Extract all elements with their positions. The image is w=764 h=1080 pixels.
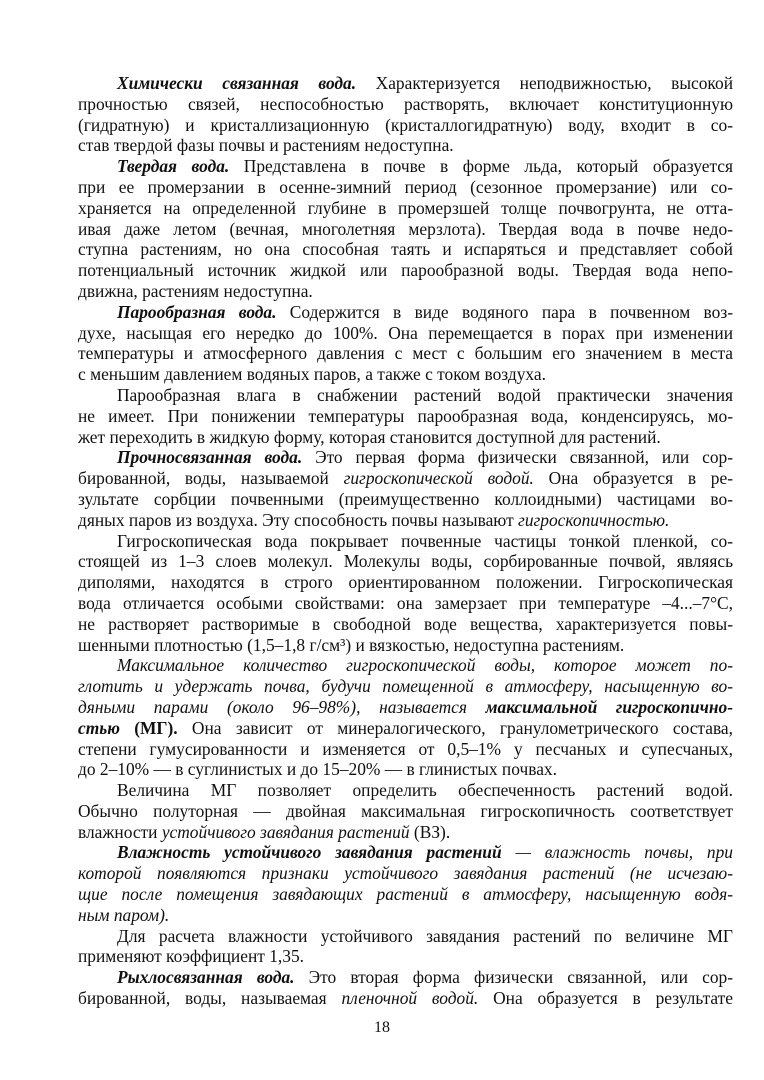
text-line xyxy=(78,510,733,531)
text-run: степени гумусированности и изменяется от 0,5–1% у песчаных и супесчаных, xyxy=(78,738,733,759)
text-run: с меньшим давлением водяных паров, а также с током воздуха. xyxy=(78,364,546,385)
text-line xyxy=(78,967,733,988)
text-run: диполями, находятся в строго ориентированном положении. Гигроскопическая xyxy=(78,572,733,593)
text-run: Гигроскопическая вода покрывает почвенные частицы тонкой пленкой, со- xyxy=(117,530,733,551)
text-run: шенными плотностью (1,5–1,8 г/см³) и вязкостью, недоступна растениям. xyxy=(78,634,625,655)
text-line xyxy=(78,489,733,510)
term-heading: максимальной гигроскопично- xyxy=(485,696,733,717)
italic-text: Максимальное количество гигроскопической воды, которое может по- xyxy=(117,655,733,676)
text-line xyxy=(78,842,733,863)
paragraph xyxy=(78,447,733,530)
paragraph xyxy=(78,842,733,925)
text-line xyxy=(78,884,733,905)
paragraph xyxy=(78,302,733,385)
term-heading: Прочносвязанная вода. xyxy=(117,447,303,468)
text-run: Содержится в виде водяного пара в почвенном воз- xyxy=(276,301,734,322)
text-run: духе, насыщая его нередко до 100%. Она перемещается в порах при изменении xyxy=(78,322,733,343)
text-line xyxy=(78,946,733,967)
text-line xyxy=(78,406,733,427)
text-line xyxy=(78,364,733,385)
text-run: Величина МГ позволяет определить обеспеченность растений водой. xyxy=(117,780,733,801)
text-line xyxy=(78,739,733,760)
text-line xyxy=(78,427,733,448)
text-line xyxy=(78,905,733,926)
text-run: дяных паров из воздуха. Эту способность почвы называют xyxy=(78,509,519,530)
text-line xyxy=(78,115,733,136)
text-line xyxy=(78,655,733,676)
term-heading: Твердая вода. xyxy=(117,156,230,177)
text-line xyxy=(78,385,733,406)
paragraph xyxy=(78,531,733,656)
text-line xyxy=(78,260,733,281)
text-run: применяют коэффициент 1,35. xyxy=(78,946,304,967)
term-heading: Парообразная вода. xyxy=(117,301,277,322)
italic-text: гигроскопической водой. xyxy=(343,468,534,489)
paragraph xyxy=(78,156,733,302)
text-run: прочностью связей, неспособностью растворять, включает конституционную xyxy=(78,93,733,114)
text-run: не имеет. При понижении температуры парообразная вода, конденсируясь, мо- xyxy=(78,405,733,426)
text-run: потенциальный источник жидкой или парообразной воды. Твердая вода непо- xyxy=(78,260,733,281)
text-run: не растворяет растворимые в свободной воде вещества, характеризуется повы- xyxy=(78,613,733,634)
paragraph xyxy=(78,73,733,156)
text-line xyxy=(78,780,733,801)
text-line xyxy=(78,302,733,323)
text-line xyxy=(78,863,733,884)
text-line xyxy=(78,135,733,156)
paragraph xyxy=(78,780,733,842)
italic-text: щие после помещения завядающих растений в атмосферу, насыщенную водя- xyxy=(78,884,733,905)
term-heading: Химически связанная вода. xyxy=(117,73,357,93)
text-run: Это первая форма физически связанной, или сор- xyxy=(302,447,733,468)
text-run: стоящей из 1–3 слоев молекул. Молекулы воды, сорбированные почвой, являясь xyxy=(78,551,733,572)
term-heading: стью xyxy=(78,717,120,738)
text-line xyxy=(78,697,733,718)
italic-text: устойчивого завядания растений xyxy=(161,821,410,842)
text-run: Характеризуется неподвижностью, высокой xyxy=(356,73,733,93)
text-line xyxy=(78,926,733,947)
text-line xyxy=(78,988,733,1009)
italic-text: ным паром). xyxy=(78,904,170,925)
text-line xyxy=(78,801,733,822)
text-run: (гидратную) и кристаллизационную (кристаллогидратную) воду, входит в со- xyxy=(78,114,733,135)
text-run: до 2–10% — в суглинистых и до 15–20% — в глинистых почвах. xyxy=(78,759,557,780)
text-run: (ВЗ). xyxy=(409,821,451,842)
text-run: Это вторая форма физически связанной, или сор- xyxy=(294,967,733,988)
italic-text: которой появляются признаки устойчивого завядания растений (не исчезаю- xyxy=(78,863,733,884)
text-line xyxy=(78,198,733,219)
text-line xyxy=(78,822,733,843)
text-line xyxy=(78,73,733,94)
text-line xyxy=(78,447,733,468)
term-heading: Влажность устойчивого завядания растений xyxy=(117,842,502,863)
text-line xyxy=(78,676,733,697)
text-run: Представлена в почве в форме льда, который образуется xyxy=(229,156,733,177)
text-run: Она зависит от минералогического, гранулометрического состава, xyxy=(177,717,733,738)
document-page-body xyxy=(78,73,733,1009)
text-run: храняется на определенной глубине в промерзшей толще почвогрунта, не отта- xyxy=(78,197,733,218)
text-line xyxy=(78,531,733,552)
text-line xyxy=(78,635,733,656)
italic-text: дяными парами (около 96–98%), называется xyxy=(78,696,486,717)
text-line xyxy=(78,94,733,115)
page-number: 18 xyxy=(374,1019,390,1036)
text-run: бированной, воды, называемой xyxy=(78,468,344,489)
italic-text: пленочной водой. xyxy=(341,988,479,1009)
italic-text: глотить и удержать почва, будучи помещенной в атмосферу, насыщенную во- xyxy=(78,676,733,697)
paragraph xyxy=(78,655,733,780)
text-line xyxy=(78,239,733,260)
text-run: ивая даже летом (вечная, многолетняя мерзлота). Твердая вода в почве недо- xyxy=(78,218,733,239)
text-run: Парообразная влага в снабжении растений водой практически значения xyxy=(117,384,733,405)
paragraph xyxy=(78,385,733,447)
text-run: при ее промерзании в осенне-зимний период (сезонное промерзание) или со- xyxy=(78,176,733,197)
italic-text: — влажность почвы, при xyxy=(501,842,733,863)
text-line xyxy=(78,468,733,489)
text-line xyxy=(78,219,733,240)
text-line xyxy=(78,551,733,572)
text-run: движна, растениям недоступна. xyxy=(78,280,313,301)
text-run: Обычно полуторная — двойная максимальная гигроскопичность соответствует xyxy=(78,800,733,821)
text-line xyxy=(78,593,733,614)
paragraph xyxy=(78,926,733,968)
text-run: зультате сорбции почвенными (преимущественно коллоидными) частицами во- xyxy=(78,488,733,509)
text-run: Она образуется в ре- xyxy=(533,468,733,489)
text-run: жет переходить в жидкую форму, которая становится доступной для растений. xyxy=(78,426,661,447)
text-run: став твердой фазы почвы и растениям недоступна. xyxy=(78,135,454,156)
term-heading: Рыхлосвязанная вода. xyxy=(117,967,295,988)
text-line xyxy=(78,614,733,635)
text-line xyxy=(78,323,733,344)
text-run: Она образуется в результате xyxy=(478,988,733,1009)
text-line xyxy=(78,343,733,364)
text-run: температуры и атмосферного давления с мест с большим его значением в места xyxy=(78,343,733,364)
text-line xyxy=(78,177,733,198)
text-line xyxy=(78,759,733,780)
text-run: Для расчета влажности устойчивого завядания растений по величине МГ xyxy=(117,925,733,946)
text-run: ступна растениям, но она способная таять и испаряться и представляет собой xyxy=(78,239,733,260)
text-line xyxy=(78,718,733,739)
text-run: бированной, воды, называемая xyxy=(78,988,342,1009)
text-line xyxy=(78,156,733,177)
text-run: (МГ). xyxy=(119,717,178,738)
text-run: вода отличается особыми свойствами: она замерзает при температуре –4...–7°C, xyxy=(78,592,733,613)
italic-text: гигроскопичностью. xyxy=(518,509,670,530)
text-line xyxy=(78,572,733,593)
text-run: влажности xyxy=(78,821,162,842)
paragraph xyxy=(78,967,733,1009)
text-line xyxy=(78,281,733,302)
